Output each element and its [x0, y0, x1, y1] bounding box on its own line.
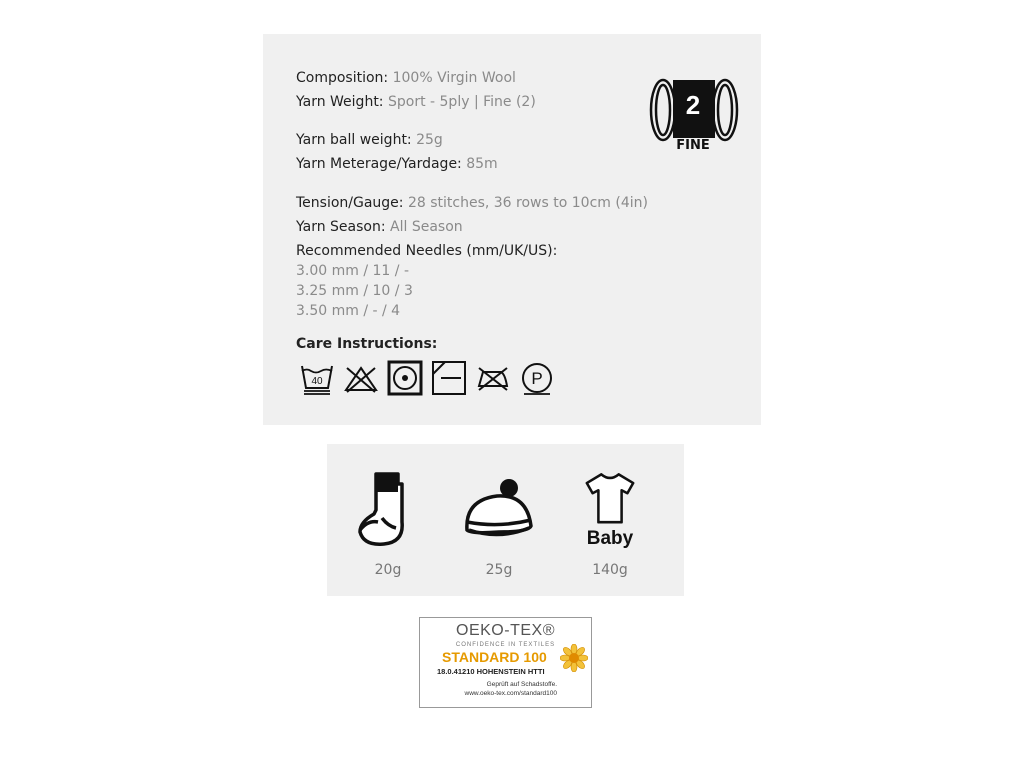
composition-label: Composition: [296, 70, 389, 86]
baby-use [565, 470, 655, 578]
hat-grams: 25g [485, 562, 513, 578]
meterage-label: Yarn Meterage/Yardage: [296, 156, 462, 172]
yarn-spec-panel [263, 34, 761, 425]
season-row [296, 218, 463, 236]
oeko-flower-icon [560, 644, 588, 672]
oeko-tex-brand: OEKO-TEX® [456, 622, 555, 639]
yarn-weight-label: Yarn Weight: [296, 94, 384, 110]
care-heading: Care Instructions: [296, 336, 438, 352]
needle-size: 3.50 mm / - / 4 [296, 303, 401, 319]
do-not-bleach-icon [343, 360, 379, 396]
yarn-weight-row [296, 93, 536, 111]
ball-weight-value: 25g [416, 132, 443, 148]
yarn-weight-value: Sport - 5ply | Fine (2) [387, 94, 536, 110]
season-value: All Season [390, 219, 463, 235]
oeko-tex-standard: STANDARD 100 [442, 649, 547, 665]
wash-temp: 40 [311, 376, 323, 387]
care-icons [299, 360, 555, 396]
ball-weight-label: Yarn ball weight: [296, 132, 412, 148]
svg-text:P: P [531, 369, 543, 388]
wash-40-icon [299, 360, 335, 396]
dry-flat-in-shade-icon [431, 360, 467, 396]
weight-label: FINE [676, 138, 710, 153]
needle-size: 3.00 mm / 11 / - [296, 263, 409, 279]
baby-label: Baby [586, 528, 634, 549]
needle-size: 3.25 mm / 10 / 3 [296, 283, 413, 299]
sock-icon [348, 470, 428, 550]
weight-number: 2 [685, 90, 701, 120]
needles-label: Recommended Needles (mm/UK/US): [296, 243, 558, 259]
tension-row [296, 194, 648, 212]
sock-grams: 20g [374, 562, 402, 578]
oeko-tex-certificate: 18.0.41210 HOHENSTEIN HTTI [437, 667, 545, 676]
meterage-row [296, 155, 498, 173]
ball-weight-row [296, 131, 443, 149]
hat-use [454, 470, 544, 578]
oeko-tex-note-2: www.oeko-tex.com/standard100 [464, 690, 557, 697]
composition-value: 100% Virgin Wool [392, 70, 516, 86]
oeko-tex-label [419, 617, 592, 708]
season-label: Yarn Season: [296, 219, 386, 235]
baby-tshirt-icon [570, 470, 650, 528]
do-not-iron-icon [475, 360, 511, 396]
tension-label: Tension/Gauge: [296, 195, 404, 211]
oeko-tex-note-1: Geprüft auf Schadstoffe. [486, 681, 557, 688]
oeko-tex-tagline: CONFIDENCE IN TEXTILES [455, 642, 556, 648]
meterage-value: 85m [466, 156, 498, 172]
hat-icon [459, 470, 539, 550]
tension-value: 28 stitches, 36 rows to 10cm (4in) [407, 195, 648, 211]
sock-use [343, 470, 433, 578]
professional-dry-clean-p-icon [519, 360, 555, 396]
project-uses-panel [327, 444, 684, 596]
baby-grams: 140g [592, 562, 628, 578]
composition-row [296, 69, 516, 87]
tumble-dry-icon [387, 360, 423, 396]
